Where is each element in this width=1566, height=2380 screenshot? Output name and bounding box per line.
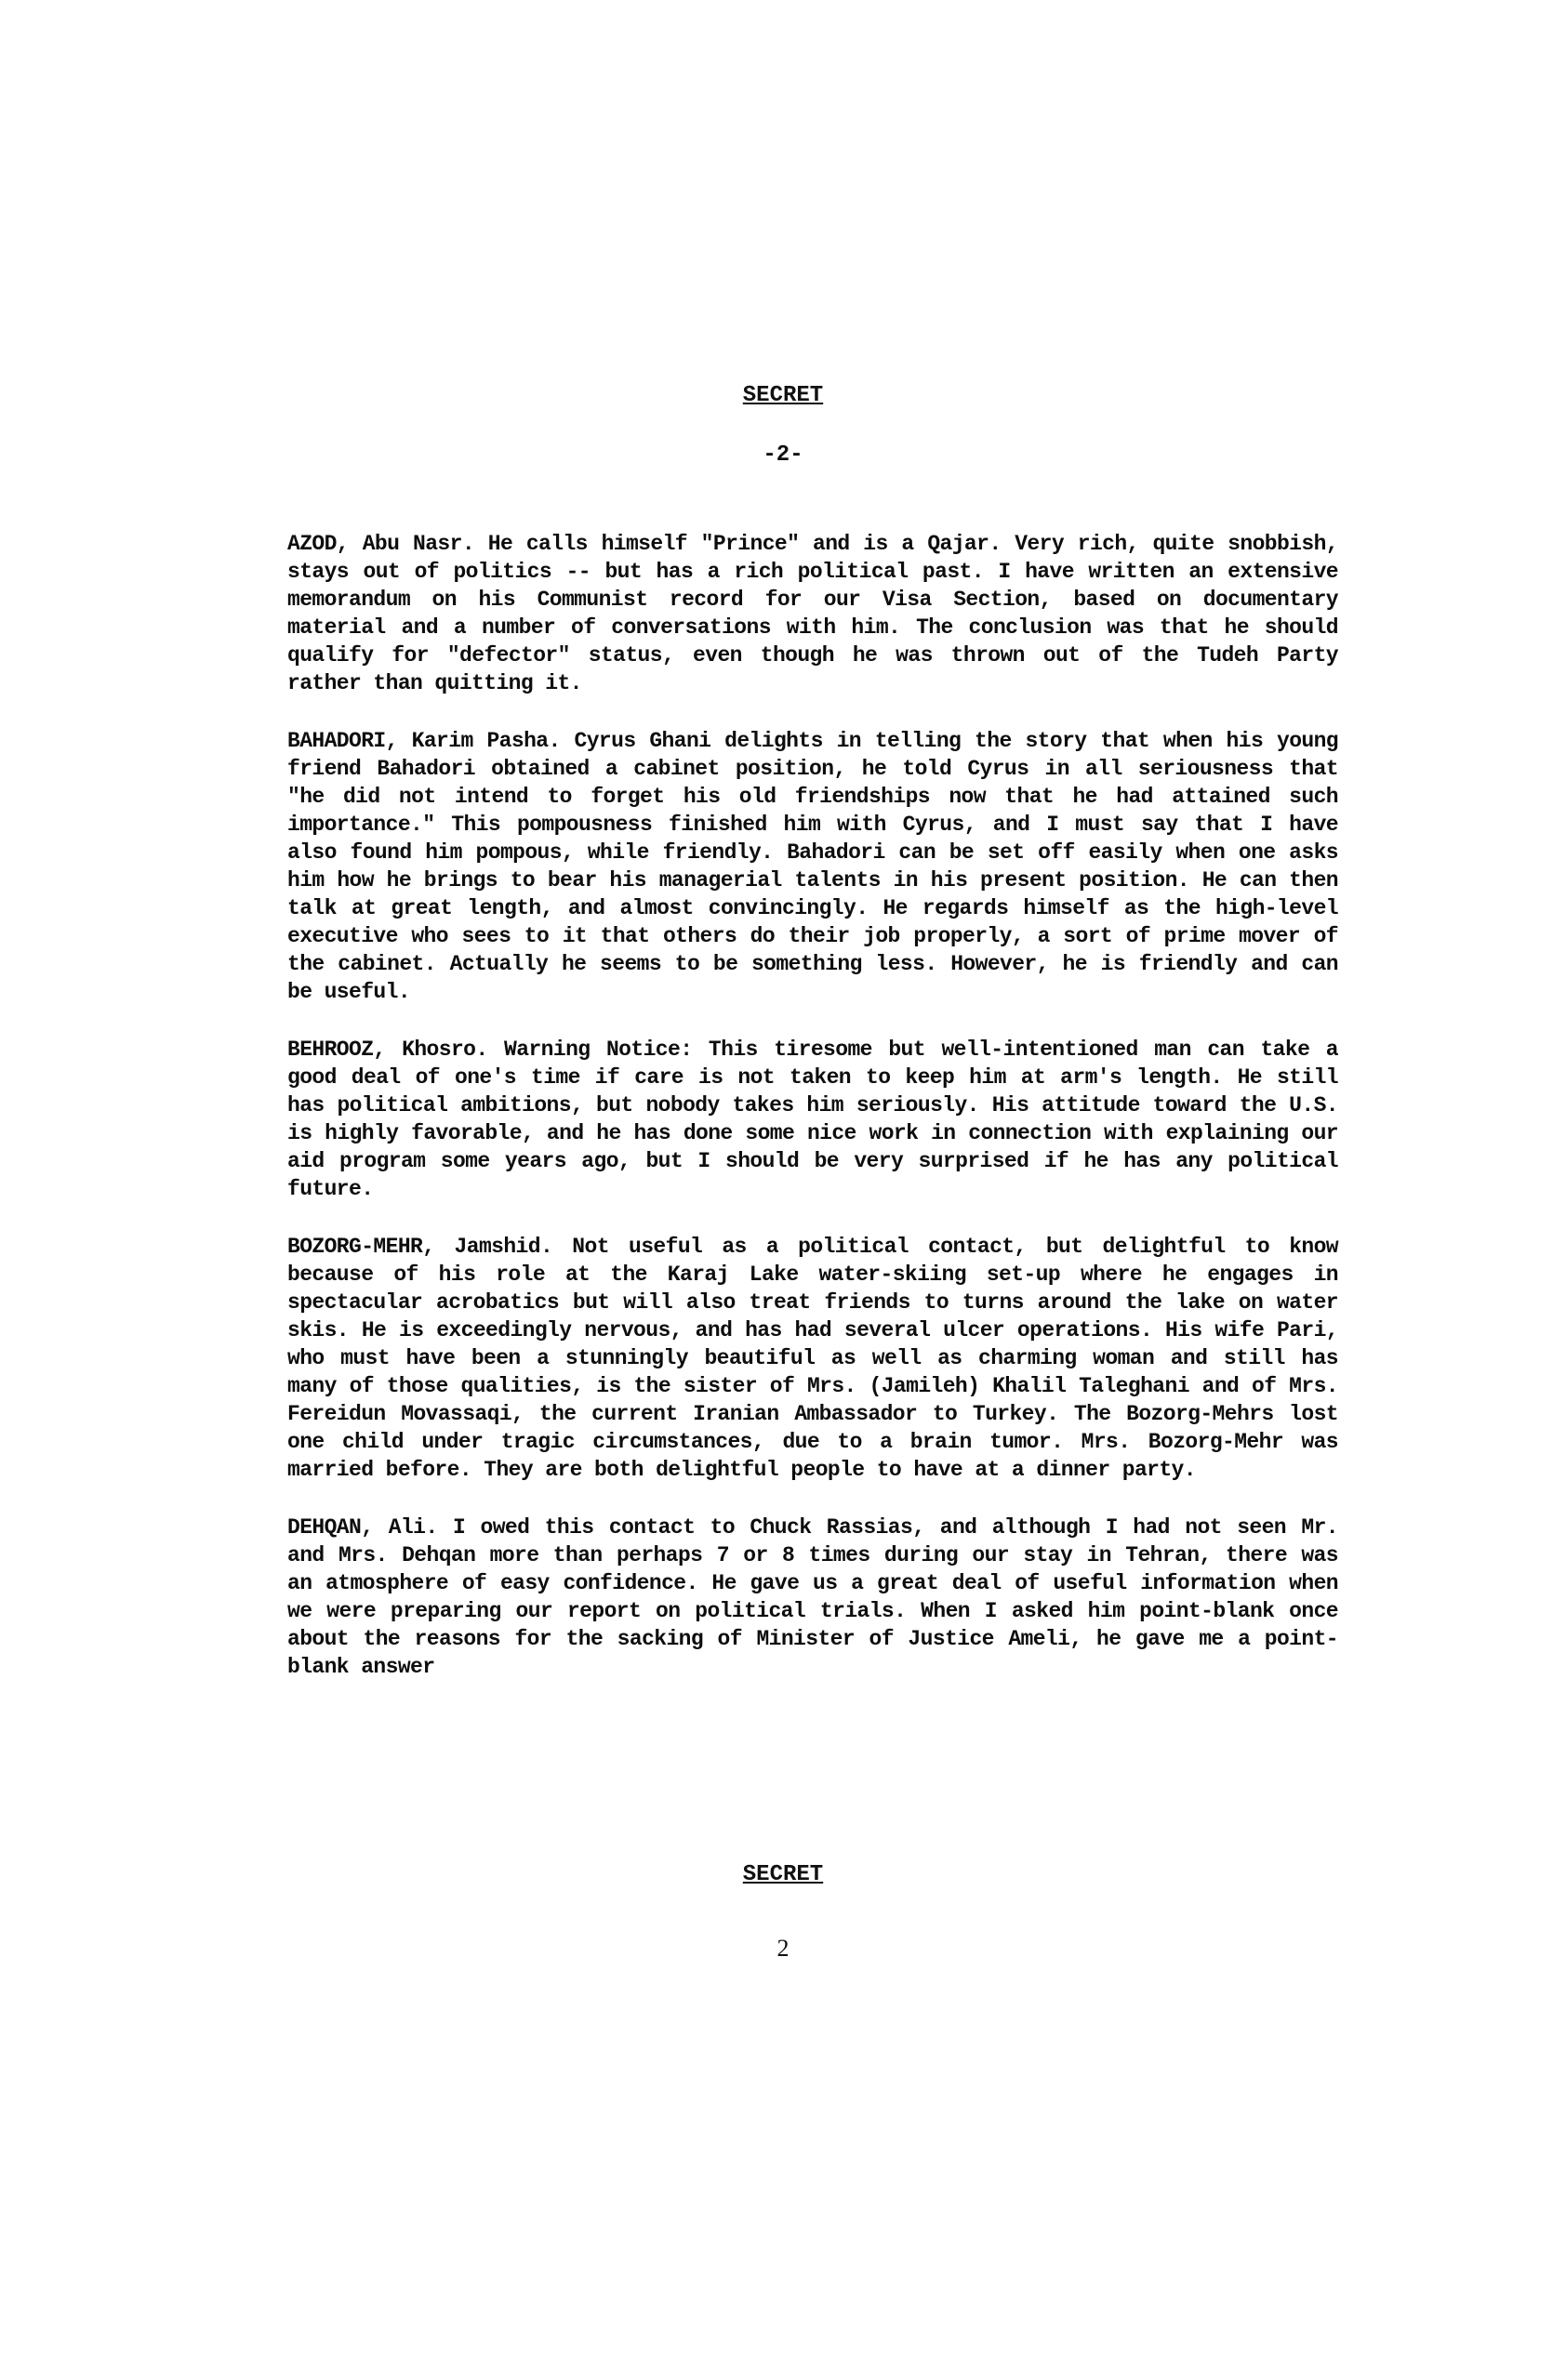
- entry-name: DEHQAN, Ali.: [287, 1515, 438, 1540]
- page-number: 2: [776, 1935, 790, 1962]
- entry-bozorg-mehr: [287, 1233, 1338, 1484]
- entry-behrooz: [287, 1036, 1338, 1203]
- entry-text: Not useful as a political contact, but delightful to know because of his role at the Karaj Lake water-skiing set-up where he engages in spectacular acrobatics but will also treat friends to turns around the lake on water skis. He is exceedingly nervous, and has had several ulcer operations. His wife Pari, who must have been a stunningly beautiful as well as charming woman and still has many of those qualities, is the sister of Mrs. (Jamileh) Khalil Taleghani and of Mrs. Fereidun Movassaqi, the current Iranian Ambassador to Turkey. The Bozorg-Mehrs lost one child under tragic circumstances, due to a brain tumor. Mrs. Bozorg-Mehr was married before. They are both delightful people to have at a dinner party.: [287, 1235, 1339, 1482]
- classification-footer: SECRET: [742, 1862, 824, 1887]
- entry-bahadori: [287, 727, 1338, 1006]
- document-body: [287, 530, 1338, 1711]
- entry-text: Cyrus Ghani delights in telling the story that when his young friend Bahadori obtained a cabinet position, he told Cyrus in all seriousness that "he did not intend to forget his old friendships now that he had attained such importance." This pompousness finished him with Cyrus, and I must say that I have also found him pompous, while friendly. Bahadori can be set off easily when one asks him how he brings to bear his managerial talents in his present position. He can then talk at great length, and almost convincingly. He regards himself as the high-level executive who sees to it that others do their job properly, a sort of prime mover of the cabinet. Actually he seems to be something less. However, he is friendly and can be useful.: [287, 729, 1338, 1004]
- entry-azod: [287, 530, 1338, 697]
- entry-name: BEHROOZ, Khosro.: [287, 1038, 488, 1062]
- classification-header: SECRET: [742, 383, 824, 408]
- page-marker: -2-: [763, 443, 803, 468]
- entry-name: BOZORG-MEHR, Jamshid.: [287, 1235, 553, 1259]
- entry-text: He calls himself "Prince" and is a Qajar. Very rich, quite snobbish, stays out of politics -- but has a rich political past. I have written an extensive memorandum on his Communist record for our Visa Section, based on documentary material and a number of conversations with him. The conclusion was that he should qualify for "defector" status, even though he was thrown out of the Tudeh Party rather than quitting it.: [287, 532, 1338, 695]
- entry-name: BAHADORI, Karim Pasha.: [287, 729, 561, 753]
- entry-name: AZOD, Abu Nasr.: [287, 532, 475, 556]
- entry-dehqan: [287, 1514, 1338, 1681]
- entry-text: I owed this contact to Chuck Rassias, and although I had not seen Mr. and Mrs. Dehqan more than perhaps 7 or 8 times during our stay in Tehran, there was an atmosphere of easy confidence. He gave us a great deal of useful information when we were preparing our report on political trials. When I asked him point-blank once about the reasons for the sacking of Minister of Justice Ameli, he gave me a point-blank answer: [287, 1515, 1338, 1679]
- entry-text: Warning Notice: This tiresome but well-intentioned man can take a good deal of one's time if care is not taken to keep him at arm's length. He still has political ambitions, but nobody takes him seriously. His attitude toward the U.S. is highly favorable, and he has done some nice work in connection with explaining our aid program some years ago, but I should be very surprised if he has any political future.: [287, 1038, 1338, 1201]
